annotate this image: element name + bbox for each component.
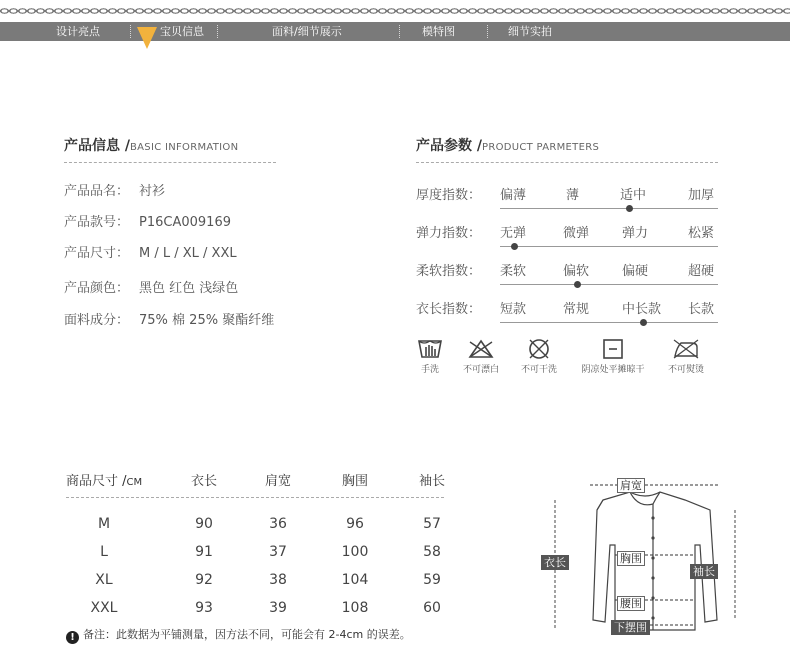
- param-option: 中长款: [622, 302, 662, 317]
- info-row-name: 产品品名： 衬衫: [64, 184, 166, 199]
- size-value: 104: [341, 572, 369, 588]
- nav-separator: [130, 25, 131, 38]
- param-option: 柔软: [500, 264, 527, 279]
- decorative-chain-border: [0, 0, 790, 22]
- no-dry-clean-icon: [526, 338, 552, 360]
- param-selected-dot: [626, 205, 633, 212]
- nav-separator: [487, 25, 488, 38]
- nav-item-model-photos[interactable]: 模特图: [422, 25, 455, 38]
- care-no-iron: [662, 338, 710, 375]
- measurement-note: ! 备注：此数据为平铺测量，因方法不同，可能会有 2-4cm 的误差。: [66, 626, 411, 644]
- care-flat-dry-shade: [576, 338, 650, 375]
- care-label: 不可漂白: [462, 365, 499, 375]
- param-option: 薄: [566, 188, 580, 203]
- nav-item-fabric-details[interactable]: 面料/细节展示: [272, 25, 342, 38]
- diagram-label-hem: 下摆围: [611, 620, 650, 635]
- divider: [416, 162, 718, 163]
- param-option: 短款: [500, 302, 527, 317]
- size-value: 58: [423, 544, 441, 560]
- divider: [66, 497, 444, 498]
- size-col-header: 肩宽: [264, 474, 291, 489]
- size-value: 108: [341, 600, 369, 616]
- size-value: 100: [341, 544, 369, 560]
- param-label: 厚度指数：: [416, 188, 482, 203]
- size-value: 37: [269, 544, 287, 560]
- size-value: 96: [346, 516, 364, 532]
- param-label: 衣长指数：: [416, 302, 482, 317]
- product-params-title: 产品参数 /PRODUCT PARMETERS: [416, 138, 600, 154]
- info-row-size: 产品尺寸： M / L / XL / XXL: [64, 246, 237, 261]
- care-label: 不可干洗: [520, 365, 557, 375]
- param-option: 弹力: [622, 226, 649, 241]
- nav-separator: [217, 25, 218, 38]
- active-nav-marker-icon: [137, 27, 157, 49]
- size-col-header: 胸围: [341, 474, 368, 489]
- care-label: 不可熨烫: [667, 365, 704, 375]
- size-col-header: 袖长: [418, 474, 445, 489]
- care-no-dry-clean: [516, 338, 562, 375]
- size-value: 93: [195, 600, 213, 616]
- info-row-material: 面料成分： 75% 棉 25% 聚酯纤维: [64, 313, 275, 328]
- param-option: 常规: [563, 302, 590, 317]
- param-option: 无弹: [500, 226, 527, 241]
- diagram-label-sleeve: 袖长: [690, 564, 718, 579]
- param-selected-dot: [574, 281, 581, 288]
- care-hand-wash: [413, 338, 447, 375]
- size-value: 39: [269, 600, 287, 616]
- basic-info-title: 产品信息 /BASIC INFORMATION: [64, 138, 239, 154]
- param-option: 松紧: [688, 226, 715, 241]
- param-option: 偏软: [563, 264, 590, 279]
- param-option: 偏薄: [500, 188, 527, 203]
- info-row-style-number: 产品款号： P16CA009169: [64, 215, 231, 230]
- size-value: 57: [423, 516, 441, 532]
- param-option: 微弹: [563, 226, 590, 241]
- param-label: 弹力指数：: [416, 226, 482, 241]
- divider: [64, 162, 276, 163]
- nav-item-product-info[interactable]: 宝贝信息: [160, 25, 204, 38]
- top-nav: [0, 22, 790, 41]
- size-diagram: [535, 470, 785, 640]
- size-value: 90: [195, 516, 213, 532]
- size-value: 60: [423, 600, 441, 616]
- warning-icon: !: [66, 631, 79, 644]
- size-label: M: [97, 516, 111, 532]
- shirt-outline-icon: [535, 470, 785, 640]
- size-label: L: [100, 544, 108, 560]
- size-value: 59: [423, 572, 441, 588]
- param-scale-line: [500, 284, 718, 285]
- info-row-color: 产品颜色： 黑色 红色 浅绿色: [64, 281, 239, 296]
- no-bleach-icon: [467, 338, 495, 360]
- nav-item-design-highlights[interactable]: 设计亮点: [56, 25, 100, 38]
- diagram-label-length: 衣长: [541, 555, 569, 570]
- param-scale-line: [500, 208, 718, 209]
- nav-separator: [399, 25, 400, 38]
- size-value: 92: [195, 572, 213, 588]
- size-label: XXL: [90, 600, 118, 616]
- care-label: 手洗: [420, 365, 439, 375]
- param-option: 超硬: [688, 264, 715, 279]
- diagram-label-waist: 腰围: [617, 596, 645, 611]
- param-selected-dot: [640, 319, 647, 326]
- param-label: 柔软指数：: [416, 264, 482, 279]
- size-value: 36: [269, 516, 287, 532]
- param-selected-dot: [511, 243, 518, 250]
- care-no-bleach: [458, 338, 504, 375]
- hand-wash-icon: [417, 338, 443, 360]
- param-option: 加厚: [688, 188, 715, 203]
- param-option: 适中: [620, 188, 647, 203]
- size-value: 38: [269, 572, 287, 588]
- no-iron-icon: [671, 338, 701, 360]
- param-option: 偏硬: [622, 264, 649, 279]
- nav-item-detail-shots[interactable]: 细节实拍: [508, 25, 552, 38]
- size-col-header: 衣长: [190, 474, 217, 489]
- size-value: 91: [195, 544, 213, 560]
- care-label: 阴凉处平摊晾干: [581, 365, 645, 375]
- param-option: 长款: [688, 302, 715, 317]
- param-scale-line: [500, 246, 718, 247]
- param-scale-line: [500, 322, 718, 323]
- diagram-label-shoulder: 肩宽: [617, 478, 645, 493]
- size-table-title: 商品尺寸 /CM: [66, 474, 143, 489]
- diagram-label-chest: 胸围: [617, 551, 645, 566]
- flat-dry-shade-icon: [601, 338, 625, 360]
- size-label: XL: [95, 572, 113, 588]
